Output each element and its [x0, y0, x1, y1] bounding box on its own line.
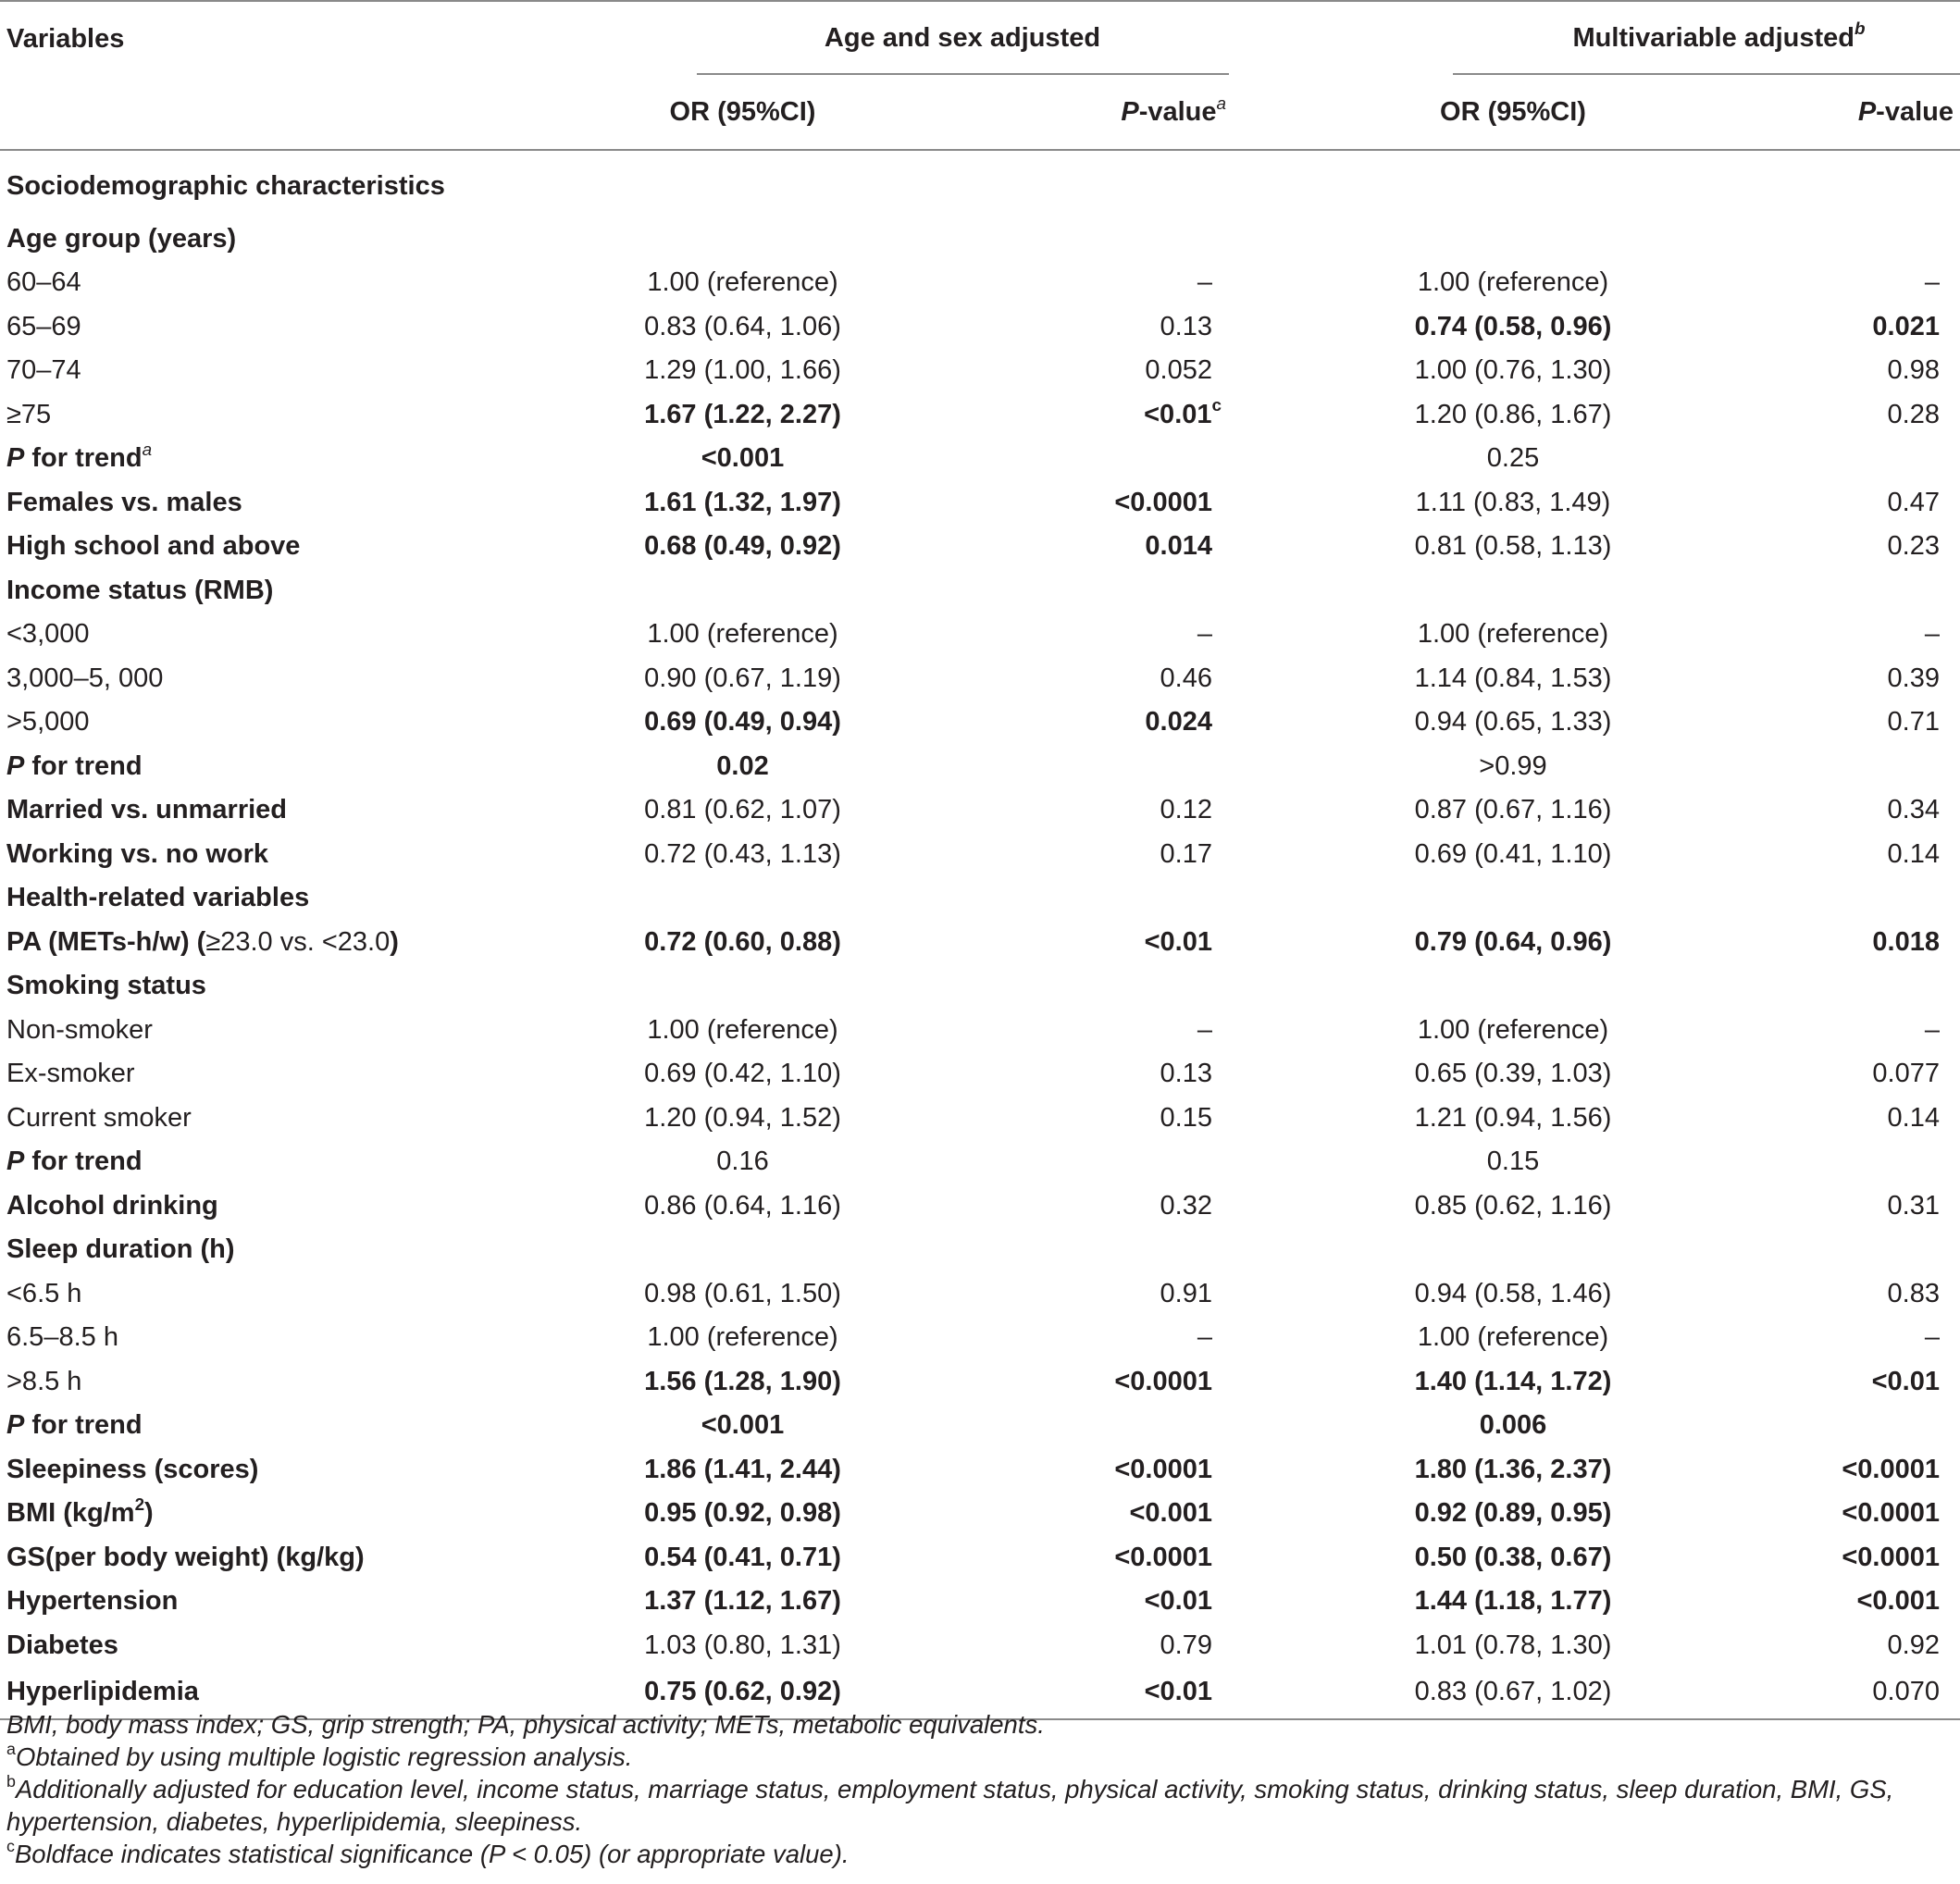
- section-spacer: [574, 150, 1960, 217]
- header-p-suffix-2: -value: [1876, 97, 1954, 128]
- row-label: [0, 1580, 574, 1625]
- or-ci-multivariable: 0.94 (0.65, 1.33): [1414, 707, 1612, 737]
- footnote-b-text: Additionally adjusted for education level, income status, marriage status, employment status, physical activity, smoking status, drinking status, sleep duration, BMI, GS, hypertension, diabetes, hyperlipidemia, sleepiness.: [6, 1775, 1894, 1836]
- row-label-italic: P: [6, 1410, 25, 1441]
- pvalue-age-sex-text: 0.13: [1160, 311, 1212, 341]
- row-label-tail: ≥23.0 vs. <23.0: [205, 926, 391, 957]
- header-group-age-sex: [574, 1, 1342, 77]
- section-spacer: [574, 217, 1960, 262]
- header-group2-text: Multivariable adjusted: [1572, 22, 1855, 53]
- table-row: [0, 305, 1960, 350]
- row-label: [0, 921, 574, 965]
- row-label-text: 60–64: [6, 267, 81, 298]
- row-label-text: for trend: [24, 1147, 143, 1177]
- footnote-a-mark: a: [6, 1740, 16, 1759]
- row-label-text: PA (METs-h/w) (: [6, 926, 206, 957]
- pvalue-age-sex-text: –: [1197, 267, 1212, 298]
- section-spacer: [574, 965, 1960, 1010]
- pvalue-age-sex-text: <0.001: [1129, 1498, 1212, 1529]
- row-label-text: Income status (RMB): [6, 575, 274, 605]
- or-ci-multivariable: 1.44 (1.18, 1.77): [1414, 1586, 1612, 1617]
- table-row: [0, 657, 1960, 701]
- table-row: [0, 1141, 1960, 1185]
- row-label-text: Sociodemographic characteristics: [6, 171, 445, 202]
- header-p-italic-2: P: [1857, 97, 1877, 128]
- pvalue-multivariable: <0.0001: [1842, 1542, 1940, 1572]
- pvalue-age-sex-text: <0.01: [1144, 1586, 1212, 1617]
- row-label: [0, 526, 574, 570]
- pvalue-multivariable: –: [1924, 1014, 1940, 1045]
- pvalue-age-sex: [912, 1448, 1342, 1493]
- pvalue-multivariable: 0.39: [1887, 663, 1940, 693]
- pvalue-age-sex-text: 0.13: [1160, 1059, 1212, 1089]
- table-row: [0, 833, 1960, 877]
- row-label: [0, 1009, 574, 1053]
- table-row: [0, 1184, 1960, 1229]
- trend-value-1: 0.16: [716, 1147, 769, 1177]
- row-label-close: ): [144, 1498, 154, 1529]
- row-label: [0, 833, 574, 877]
- pvalue-age-sex: [912, 614, 1342, 658]
- or-ci-multivariable: 0.94 (0.58, 1.46): [1414, 1278, 1612, 1308]
- trend-value-1: <0.001: [701, 443, 785, 474]
- or-ci-age-sex: 0.54 (0.41, 0.71): [644, 1542, 841, 1572]
- pvalue-age-sex: [912, 350, 1342, 394]
- footnote-b: [6, 1773, 1954, 1838]
- pvalue-multivariable: –: [1924, 619, 1940, 650]
- pvalue-age-sex: [912, 657, 1342, 701]
- row-label-text: for trend: [24, 443, 143, 474]
- table-row: [0, 614, 1960, 658]
- row-label: [0, 150, 574, 217]
- row-label-text: Ex-smoker: [6, 1059, 135, 1089]
- pvalue-multivariable: 0.98: [1887, 355, 1940, 386]
- header-variables: Variables: [0, 1, 574, 77]
- footnote-a: [6, 1741, 1954, 1773]
- row-label-text: Alcohol drinking: [6, 1190, 218, 1221]
- pvalue-multivariable: –: [1924, 1322, 1940, 1353]
- table-row: [0, 1009, 1960, 1053]
- or-ci-multivariable: 0.79 (0.64, 0.96): [1414, 926, 1612, 957]
- or-ci-multivariable: 1.21 (0.94, 1.56): [1414, 1102, 1612, 1133]
- row-label-text: Sleepiness (scores): [6, 1454, 259, 1484]
- row-label: [0, 262, 574, 306]
- pvalue-age-sex: [912, 701, 1342, 746]
- group-underline-2: [1453, 19, 1960, 76]
- row-label: [0, 1097, 574, 1141]
- pvalue-age-sex: [912, 1624, 1342, 1668]
- row-label-text: Smoking status: [6, 971, 206, 1001]
- or-ci-multivariable: 1.00 (reference): [1417, 267, 1609, 298]
- table-row: [0, 526, 1960, 570]
- or-ci-age-sex: 0.72 (0.43, 1.13): [644, 838, 841, 869]
- row-label-text: Non-smoker: [6, 1014, 153, 1045]
- row-label-text: Health-related variables: [6, 883, 310, 913]
- table-row: [0, 1360, 1960, 1405]
- pvalue-age-sex-text: 0.052: [1145, 355, 1212, 386]
- or-ci-age-sex: 0.81 (0.62, 1.07): [644, 795, 841, 825]
- pvalue-multivariable: <0.0001: [1842, 1454, 1940, 1484]
- row-label-text: BMI (kg/m: [6, 1498, 135, 1529]
- table-row: [0, 350, 1960, 394]
- pvalue-multivariable: 0.018: [1872, 926, 1940, 957]
- pvalue-age-sex: [912, 1536, 1342, 1580]
- pvalue-age-sex-text: <0.0001: [1114, 1366, 1212, 1396]
- or-ci-age-sex: 0.95 (0.92, 0.98): [644, 1498, 841, 1529]
- pvalue-multivariable: 0.14: [1887, 1102, 1940, 1133]
- or-ci-multivariable: 0.69 (0.41, 1.10): [1414, 838, 1612, 869]
- or-ci-age-sex: 0.75 (0.62, 0.92): [574, 1668, 912, 1719]
- pvalue-age-sex-text: 0.12: [1160, 795, 1212, 825]
- empty-cell: [912, 1405, 1342, 1449]
- pvalue-age-sex: [912, 1009, 1342, 1053]
- row-label-text: Hypertension: [6, 1586, 179, 1617]
- row-label: [0, 305, 574, 350]
- or-ci-multivariable: 0.87 (0.67, 1.16): [1414, 795, 1612, 825]
- row-label-text: 70–74: [6, 355, 81, 386]
- row-label: [0, 1360, 574, 1405]
- row-label-text: Working vs. no work: [6, 838, 269, 869]
- pvalue-age-sex: [912, 921, 1342, 965]
- pvalue-age-sex: [912, 1097, 1342, 1141]
- row-label: [0, 614, 574, 658]
- row-label: [0, 965, 574, 1010]
- pvalue-multivariable: 0.47: [1887, 487, 1940, 517]
- pvalue-age-sex: [912, 1053, 1342, 1097]
- row-label-text: <6.5 h: [6, 1278, 82, 1308]
- header-blank: [0, 77, 574, 150]
- row-label-text: Sleep duration (h): [6, 1234, 235, 1265]
- empty-cell: [1684, 438, 1960, 482]
- row-label-text: 65–69: [6, 311, 81, 341]
- row-label: [0, 1272, 574, 1317]
- or-ci-multivariable: 1.11 (0.83, 1.49): [1415, 487, 1611, 517]
- pvalue-multivariable: 0.077: [1872, 1059, 1940, 1089]
- pvalue-age-sex-text: 0.024: [1145, 707, 1212, 737]
- section-spacer: [574, 877, 1960, 922]
- footnote-abbreviations: BMI, body mass index; GS, grip strength; PA, physical activity; METs, metabolic equivalents.: [6, 1710, 1045, 1739]
- pvalue-age-sex: [912, 833, 1342, 877]
- row-label-text: >5,000: [6, 707, 90, 737]
- row-label: [0, 1141, 574, 1185]
- section-row: [0, 1229, 1960, 1273]
- empty-cell: [1684, 745, 1960, 789]
- row-label: [0, 217, 574, 262]
- or-ci-age-sex: 0.83 (0.64, 1.06): [644, 311, 841, 341]
- pvalue-age-sex-text: –: [1197, 619, 1212, 650]
- row-label: [0, 569, 574, 614]
- row-label: [0, 1229, 574, 1273]
- or-ci-multivariable: 1.00 (0.76, 1.30): [1414, 355, 1612, 386]
- table-row: [0, 1493, 1960, 1537]
- pvalue-multivariable: 0.34: [1887, 795, 1940, 825]
- pvalue-age-sex-text: 0.15: [1160, 1102, 1212, 1133]
- table-row: [0, 393, 1960, 438]
- row-label: [0, 1405, 574, 1449]
- table-row: [0, 789, 1960, 834]
- or-ci-age-sex: 1.56 (1.28, 1.90): [644, 1366, 841, 1396]
- table-row: [0, 1272, 1960, 1317]
- pvalue-multivariable: <0.001: [1856, 1586, 1940, 1617]
- row-label-text: for trend: [24, 750, 143, 781]
- or-ci-age-sex: 1.00 (reference): [647, 1014, 838, 1045]
- row-label: [0, 393, 574, 438]
- or-ci-multivariable: 1.80 (1.36, 2.37): [1414, 1454, 1612, 1484]
- row-label-text: <3,000: [6, 619, 90, 650]
- or-ci-age-sex: 1.29 (1.00, 1.66): [644, 355, 841, 386]
- footnote-a-text: Obtained by using multiple logistic regression analysis.: [15, 1742, 633, 1771]
- pvalue-age-sex-text: <0.0001: [1114, 1542, 1212, 1572]
- header-pvalue-2: [1684, 77, 1960, 150]
- table-row: [0, 1624, 1960, 1668]
- row-label: [0, 350, 574, 394]
- or-ci-multivariable: 0.85 (0.62, 1.16): [1414, 1190, 1612, 1221]
- pvalue-multivariable: 0.23: [1887, 531, 1940, 562]
- or-ci-age-sex: 1.20 (0.94, 1.52): [644, 1102, 841, 1133]
- header-pvalue-1: [912, 77, 1342, 150]
- pvalue-age-sex-text: 0.91: [1160, 1278, 1212, 1308]
- pvalue-age-sex-text: <0.01: [1144, 1676, 1212, 1706]
- pvalue-age-sex: [912, 1360, 1342, 1405]
- pvalue-multivariable: <0.0001: [1842, 1498, 1940, 1529]
- table-row: [0, 701, 1960, 746]
- pvalue-multivariable: <0.01: [1871, 1366, 1940, 1396]
- table-header: [0, 1, 1960, 150]
- trend-value-2: 0.25: [1486, 443, 1540, 474]
- or-ci-multivariable: 1.00 (reference): [1417, 1014, 1609, 1045]
- row-label-text: Current smoker: [6, 1102, 192, 1133]
- group-underline-1: [697, 24, 1229, 76]
- header-group2-sup: b: [1855, 19, 1866, 39]
- pvalue-age-sex-text: –: [1197, 1014, 1212, 1045]
- empty-cell: [912, 1141, 1342, 1185]
- pvalue-age-sex-text: –: [1197, 1322, 1212, 1353]
- or-ci-age-sex: 1.61 (1.32, 1.97): [644, 487, 841, 517]
- row-label-text: for trend: [24, 1410, 143, 1441]
- header-p-suffix: -value: [1138, 97, 1217, 128]
- row-label-text: Hyperlipidemia: [6, 1676, 199, 1706]
- or-ci-age-sex: 0.69 (0.49, 0.94): [644, 707, 841, 737]
- pvalue-age-sex-text: <0.0001: [1114, 487, 1212, 517]
- empty-cell: [912, 438, 1342, 482]
- header-or-2: OR (95%CI): [1342, 77, 1684, 150]
- row-label-text: >8.5 h: [6, 1366, 82, 1396]
- pvalue-multivariable: 0.83: [1887, 1278, 1940, 1308]
- table-row: [0, 262, 1960, 306]
- table-row: [0, 921, 1960, 965]
- row-label-sup: a: [142, 439, 153, 459]
- trend-value-2: 0.15: [1486, 1147, 1540, 1177]
- row-label: [0, 1448, 574, 1493]
- pvalue-age-sex-text: 0.79: [1160, 1630, 1212, 1660]
- or-ci-multivariable: 0.83 (0.67, 1.02): [1342, 1668, 1684, 1719]
- section-row: [0, 217, 1960, 262]
- pvalue-age-sex: [912, 1184, 1342, 1229]
- row-label: [0, 1053, 574, 1097]
- section-row: [0, 569, 1960, 614]
- or-ci-multivariable: 1.40 (1.14, 1.72): [1414, 1366, 1612, 1396]
- row-label: [0, 1493, 574, 1537]
- section-row: [0, 877, 1960, 922]
- pvalue-age-sex-text: 0.17: [1160, 838, 1212, 869]
- row-label: [0, 657, 574, 701]
- or-ci-multivariable: 1.14 (0.84, 1.53): [1414, 663, 1612, 693]
- or-ci-multivariable: 0.74 (0.58, 0.96): [1414, 311, 1612, 341]
- pvalue-multivariable: 0.31: [1887, 1190, 1940, 1221]
- or-ci-age-sex: 0.68 (0.49, 0.92): [644, 531, 841, 562]
- footnotes: [6, 1708, 1954, 1870]
- trend-value-1: 0.02: [716, 750, 769, 781]
- table-row: [0, 1580, 1960, 1625]
- row-label: [0, 701, 574, 746]
- pvalue-age-sex-text: <0.01: [1144, 399, 1212, 429]
- row-label-text: Diabetes: [6, 1630, 118, 1660]
- trend-value-1: <0.001: [701, 1410, 785, 1441]
- or-ci-age-sex: 1.00 (reference): [647, 267, 838, 298]
- row-label: [0, 481, 574, 526]
- pvalue-age-sex: [912, 1317, 1342, 1361]
- row-label-text: GS(per body weight) (kg/kg): [6, 1542, 365, 1572]
- pvalue-age-sex-text: <0.0001: [1114, 1454, 1212, 1484]
- empty-cell: [1684, 1405, 1960, 1449]
- or-ci-age-sex: 0.98 (0.61, 1.50): [644, 1278, 841, 1308]
- pvalue-age-sex: [912, 526, 1342, 570]
- row-label: [0, 1536, 574, 1580]
- or-ci-multivariable: 0.92 (0.89, 0.95): [1414, 1498, 1612, 1529]
- or-ci-multivariable: 1.00 (reference): [1417, 1322, 1609, 1353]
- or-ci-multivariable: 0.50 (0.38, 0.67): [1414, 1542, 1612, 1572]
- header-group-multivariable: [1342, 1, 1960, 77]
- table-row: [0, 1317, 1960, 1361]
- or-ci-multivariable: 1.20 (0.86, 1.67): [1414, 399, 1612, 429]
- or-ci-age-sex: 1.00 (reference): [647, 619, 838, 650]
- pvalue-multivariable: 0.28: [1887, 399, 1940, 429]
- or-ci-age-sex: 1.67 (1.22, 2.27): [644, 399, 841, 429]
- trend-value-2: >0.99: [1479, 750, 1547, 781]
- pvalue-age-sex: [912, 305, 1342, 350]
- or-ci-age-sex: 1.00 (reference): [647, 1322, 838, 1353]
- row-label-text: ≥75: [6, 399, 52, 429]
- row-label: [0, 1624, 574, 1668]
- section-spacer: [574, 569, 1960, 614]
- empty-cell: [1684, 1141, 1960, 1185]
- row-label-text: Age group (years): [6, 223, 237, 254]
- row-label: [0, 789, 574, 834]
- section-spacer: [574, 1229, 1960, 1273]
- or-ci-multivariable: 0.81 (0.58, 1.13): [1414, 531, 1612, 562]
- pvalue-age-sex-text: 0.014: [1145, 531, 1212, 562]
- pvalue-age-sex: [912, 262, 1342, 306]
- or-ci-age-sex: 0.72 (0.60, 0.88): [644, 926, 841, 957]
- pvalue-age-sex: [912, 789, 1342, 834]
- table-row: [0, 438, 1960, 482]
- table-row: [0, 1448, 1960, 1493]
- footnote-b-mark: b: [6, 1772, 16, 1791]
- pvalue-age-sex: [912, 393, 1342, 438]
- row-label: [0, 877, 574, 922]
- pvalue-age-sex: [912, 481, 1342, 526]
- pvalue-multivariable: 0.71: [1887, 707, 1940, 737]
- table-row: [0, 745, 1960, 789]
- pvalue-multivariable: 0.14: [1887, 838, 1940, 869]
- header-or-1: OR (95%CI): [574, 77, 912, 150]
- table-row: [0, 481, 1960, 526]
- pvalue-multivariable: 0.021: [1872, 311, 1940, 341]
- pvalue-age-sex-sup: c: [1211, 395, 1222, 415]
- pvalue-age-sex-text: 0.32: [1160, 1190, 1212, 1221]
- header-group1-text: Age and sex adjusted: [824, 22, 1101, 53]
- row-label-text: 6.5–8.5 h: [6, 1322, 118, 1353]
- row-label-text: 3,000–5, 000: [6, 663, 164, 693]
- pvalue-age-sex: [912, 1272, 1342, 1317]
- or-ci-age-sex: 1.86 (1.41, 2.44): [644, 1454, 841, 1484]
- row-label: [0, 438, 574, 482]
- or-ci-multivariable: 0.65 (0.39, 1.03): [1414, 1059, 1612, 1089]
- pvalue-age-sex: [912, 1580, 1342, 1625]
- pvalue-multivariable: –: [1924, 267, 1940, 298]
- row-label-text: Married vs. unmarried: [6, 795, 287, 825]
- or-ci-age-sex: 1.37 (1.12, 1.67): [644, 1586, 841, 1617]
- section-row: [0, 150, 1960, 217]
- table-row: [0, 1053, 1960, 1097]
- or-ci-age-sex: 0.90 (0.67, 1.19): [644, 663, 841, 693]
- row-label: [0, 1317, 574, 1361]
- pvalue-multivariable: 0.92: [1887, 1630, 1940, 1660]
- or-ci-age-sex: 1.03 (0.80, 1.31): [644, 1630, 841, 1660]
- or-ci-age-sex: 0.69 (0.42, 1.10): [644, 1059, 841, 1089]
- footnote-c: [6, 1838, 1954, 1870]
- trend-value-2: 0.006: [1479, 1410, 1547, 1441]
- row-label-close: ): [390, 926, 399, 957]
- pvalue-multivariable: 0.070: [1684, 1668, 1960, 1719]
- or-ci-multivariable: 1.01 (0.78, 1.30): [1414, 1630, 1612, 1660]
- row-label-italic: P: [6, 1147, 25, 1177]
- empty-cell: [912, 745, 1342, 789]
- footnote-c-mark: c: [6, 1837, 15, 1856]
- row-label-italic: P: [6, 750, 25, 781]
- footnote-c-text: Boldface indicates statistical significance (P < 0.05) (or appropriate value).: [14, 1840, 850, 1868]
- row-label-text: High school and above: [6, 531, 301, 562]
- row-label: [0, 745, 574, 789]
- table-row: [0, 1405, 1960, 1449]
- table-row: [0, 1097, 1960, 1141]
- row-label-sup: 2: [134, 1494, 145, 1514]
- pvalue-age-sex: [912, 1493, 1342, 1537]
- or-ci-multivariable: 1.00 (reference): [1417, 619, 1609, 650]
- table-body: [0, 150, 1960, 1719]
- header-p-italic: P: [1121, 97, 1139, 128]
- pvalue-age-sex-text: 0.46: [1160, 663, 1212, 693]
- header-p1-sup: a: [1216, 93, 1226, 113]
- pvalue-age-sex-text: <0.01: [1144, 926, 1212, 957]
- table-row: [0, 1536, 1960, 1580]
- section-row: [0, 965, 1960, 1010]
- row-label-italic: P: [6, 443, 25, 474]
- row-label-text: Females vs. males: [6, 487, 242, 517]
- row-label: [0, 1184, 574, 1229]
- or-ci-age-sex: 0.86 (0.64, 1.16): [644, 1190, 841, 1221]
